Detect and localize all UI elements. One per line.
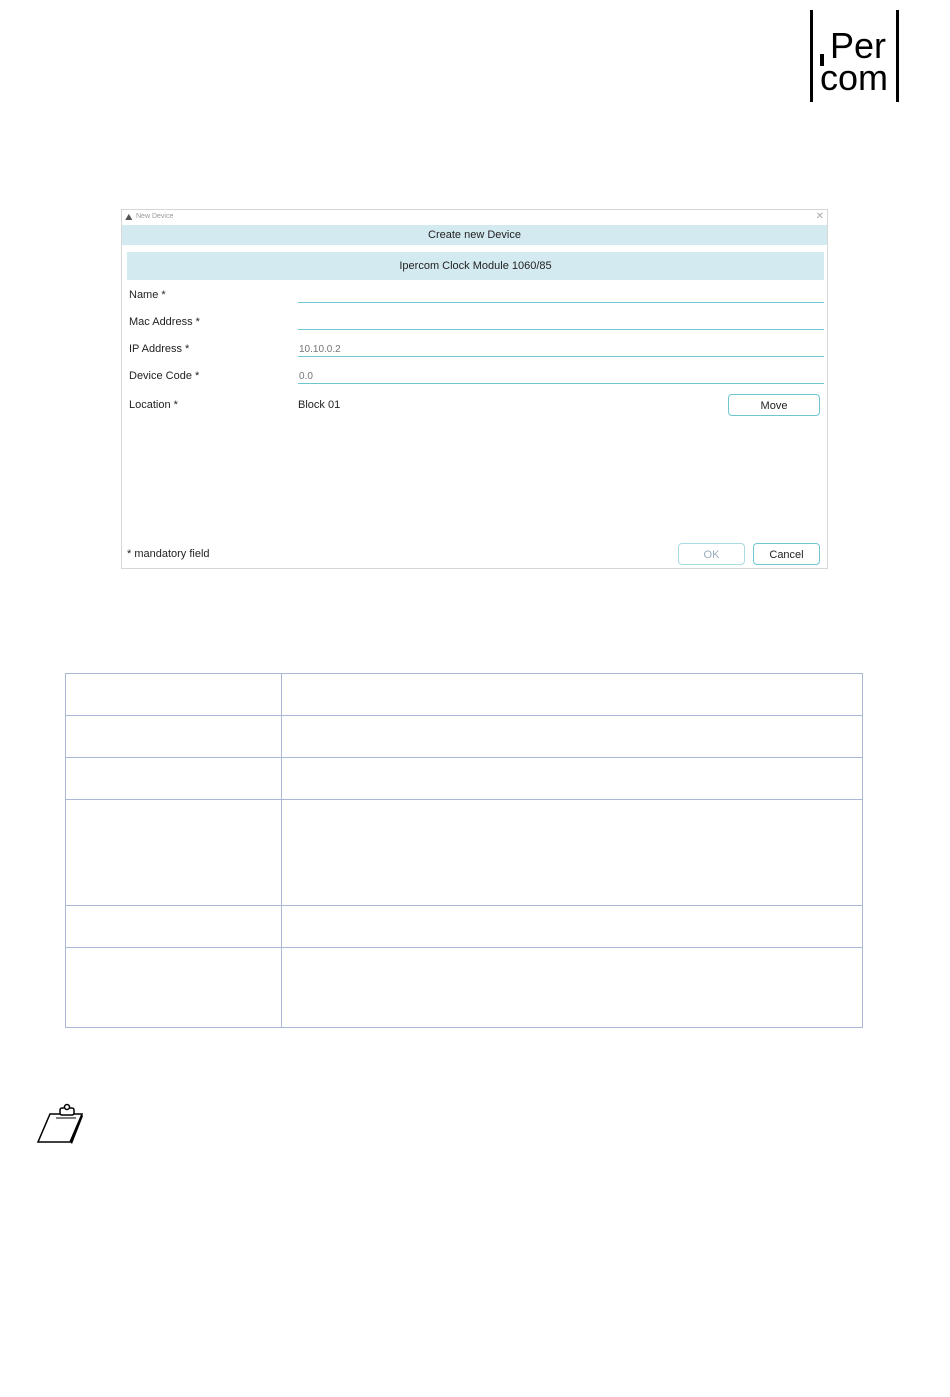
logo-bar-right	[896, 10, 899, 102]
cancel-button[interactable]: Cancel	[753, 543, 820, 565]
table-cell	[66, 674, 282, 716]
table-row	[66, 758, 863, 800]
table-row	[66, 716, 863, 758]
ip-address-label: IP Address *	[129, 343, 190, 355]
table-cell	[66, 906, 282, 948]
logo-bar-left	[810, 10, 813, 102]
table-cell	[66, 716, 282, 758]
table-cell	[66, 758, 282, 800]
ip-address-input[interactable]	[298, 343, 824, 357]
table-row	[66, 674, 863, 716]
ipercom-logo	[810, 10, 902, 104]
table-row	[66, 800, 863, 906]
logo-line-1: Per	[830, 25, 887, 66]
table-cell	[66, 800, 282, 906]
table-row	[66, 948, 863, 1028]
table-cell	[66, 948, 282, 1028]
dialog-header: Create new Device	[122, 225, 827, 245]
device-code-label: Device Code *	[129, 370, 200, 382]
table-cell	[282, 948, 863, 1028]
table-cell	[282, 716, 863, 758]
device-model: Ipercom Clock Module 1060/85	[127, 252, 824, 280]
mac-address-input[interactable]	[298, 316, 824, 330]
description-table	[65, 673, 863, 1028]
name-label: Name *	[129, 289, 166, 301]
table-row	[66, 906, 863, 948]
table-cell	[282, 800, 863, 906]
location-value: Block 01	[298, 399, 341, 411]
location-label: Location *	[129, 399, 178, 411]
new-device-dialog	[121, 209, 828, 569]
ok-button[interactable]: OK	[678, 543, 745, 565]
name-input[interactable]	[298, 289, 824, 303]
window-titlebar	[122, 210, 827, 225]
clipboard-note-icon	[36, 1102, 86, 1146]
mac-address-label: Mac Address *	[129, 316, 200, 328]
app-icon: ⛰	[125, 212, 133, 222]
move-button[interactable]: Move	[728, 394, 820, 416]
window-title: New Device	[136, 213, 174, 220]
close-icon[interactable]: ✕	[815, 211, 824, 222]
mandatory-note: * mandatory field	[127, 548, 210, 560]
table-cell	[282, 906, 863, 948]
device-code-input[interactable]	[298, 370, 824, 384]
table-cell	[282, 758, 863, 800]
logo-line-2: com	[820, 57, 889, 98]
table-cell	[282, 674, 863, 716]
